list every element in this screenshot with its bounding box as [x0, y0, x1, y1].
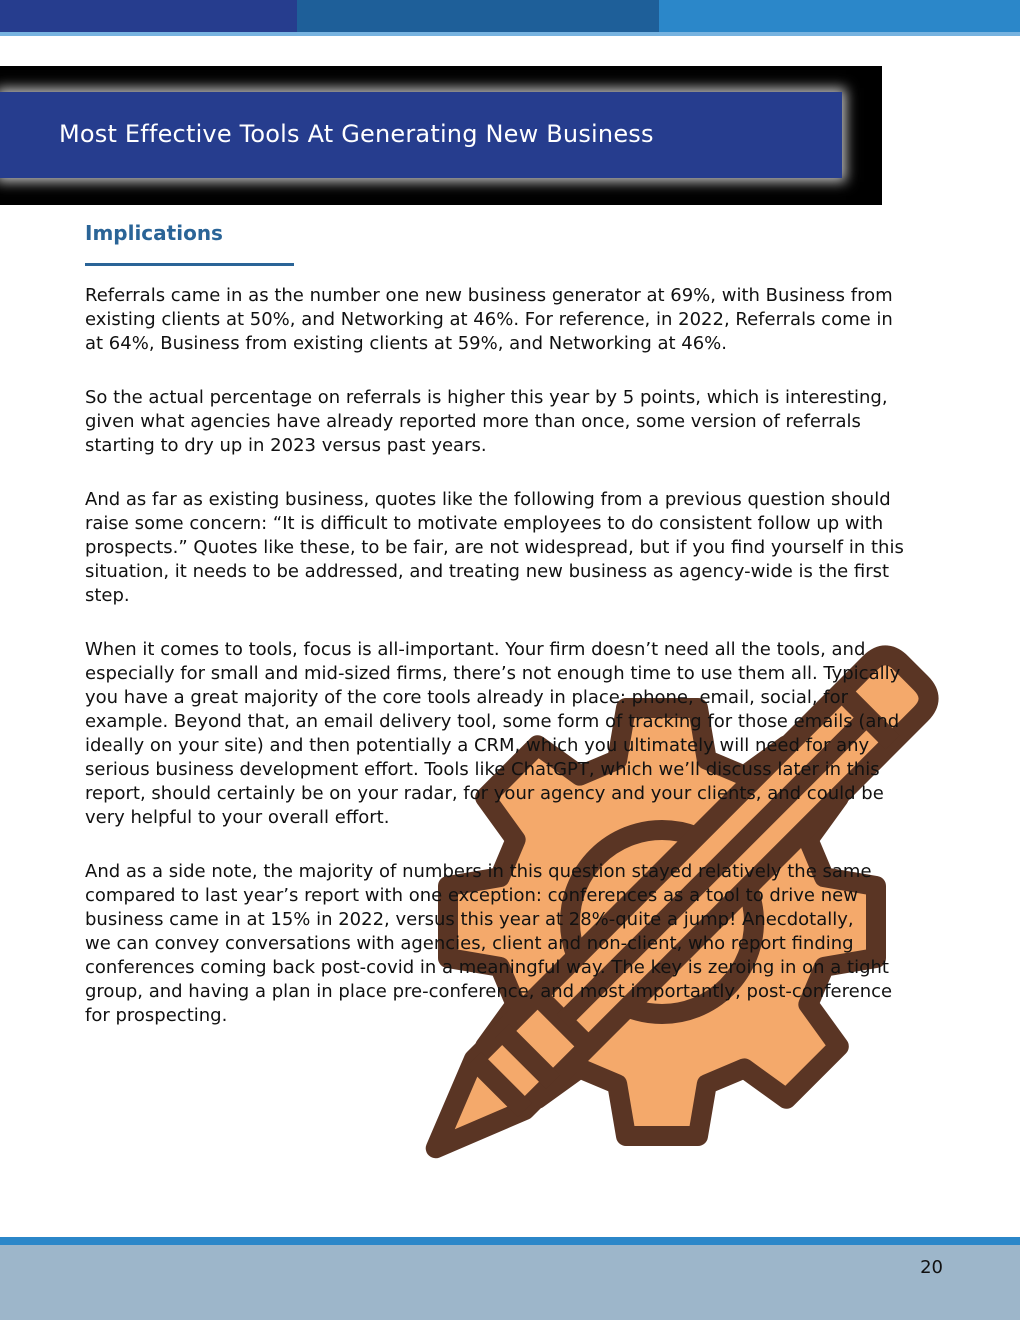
footer-band	[0, 1245, 1020, 1320]
section-heading-underline	[85, 263, 294, 266]
text-line: So the actual percentage on referrals is higher this year by 5 points, which is interesting,	[85, 387, 888, 408]
text-line: prospects.” Quotes like these, to be fair, are not widespread, but if you find yourself in this	[85, 537, 904, 558]
text-line: example. Beyond that, an email delivery tool, some form of tracking for those emails (and	[85, 711, 900, 732]
text-line: raise some concern: “It is difficult to motivate employees to do consistent follow up with	[85, 513, 884, 534]
paragraph	[85, 284, 935, 356]
text-line: situation, it needs to be addressed, and treating new business as agency-wide is the first	[85, 561, 890, 582]
text-line: Referrals came in as the number one new business generator at 69%, with Business from	[85, 285, 893, 306]
text-line: we can convey conversations with agencies, client and non-client, who report finding	[85, 933, 854, 954]
top-bar-segment-blue	[297, 0, 659, 32]
page-title: Most Effective Tools At Generating New Business	[59, 120, 654, 148]
text-line: step.	[85, 585, 130, 606]
page-number: 20	[920, 1257, 943, 1278]
text-line: for prospecting.	[85, 1005, 228, 1026]
paragraph	[85, 386, 935, 458]
top-bar-underline	[0, 32, 1020, 36]
text-line: conferences coming back post-covid in a meaningful way. The key is zeroing in on a tight	[85, 957, 889, 978]
top-bar-segment-light-blue	[659, 0, 1020, 32]
text-line: given what agencies have already reported more than once, some version of referrals	[85, 411, 861, 432]
text-line: group, and having a plan in place pre-conference, and most importantly, post-conference	[85, 981, 893, 1002]
text-line: And as a side note, the majority of numbers in this question stayed relatively the same	[85, 861, 872, 882]
paragraph	[85, 638, 935, 830]
text-line: very helpful to your overall effort.	[85, 807, 390, 828]
text-line: business came in at 15% in 2022, versus this year at 28%-quite a jump! Anecdotally,	[85, 909, 854, 930]
body-text	[85, 284, 935, 1058]
top-color-bar	[0, 0, 1020, 36]
paragraph	[85, 860, 935, 1028]
text-line: you have a great majority of the core tools already in place: phone, email, social, for	[85, 687, 849, 708]
text-line: especially for small and mid-sized firms, there’s not enough time to use them all. Typically	[85, 663, 901, 684]
section-heading: Implications	[85, 221, 223, 245]
top-bar-segment-navy	[0, 0, 297, 32]
text-line: at 64%, Business from existing clients at 59%, and Networking at 46%.	[85, 333, 728, 354]
text-line: compared to last year’s report with one exception: conferences as a tool to drive new	[85, 885, 858, 906]
text-line: And as far as existing business, quotes like the following from a previous question should	[85, 489, 891, 510]
paragraph	[85, 488, 935, 608]
text-line: When it comes to tools, focus is all-important. Your firm doesn’t need all the tools, and	[85, 639, 866, 660]
text-line: existing clients at 50%, and Networking at 46%. For reference, in 2022, Referrals come in	[85, 309, 893, 330]
text-line: report, should certainly be on your radar, for your agency and your clients, and could be	[85, 783, 884, 804]
footer-accent-line	[0, 1237, 1020, 1245]
text-line: starting to dry up in 2023 versus past years.	[85, 435, 487, 456]
text-line: ideally on your site) and then potentially a CRM, which you ultimately will need for any	[85, 735, 870, 756]
text-line: serious business development effort. Tools like ChatGPT, which we’ll discuss later in this	[85, 759, 880, 780]
